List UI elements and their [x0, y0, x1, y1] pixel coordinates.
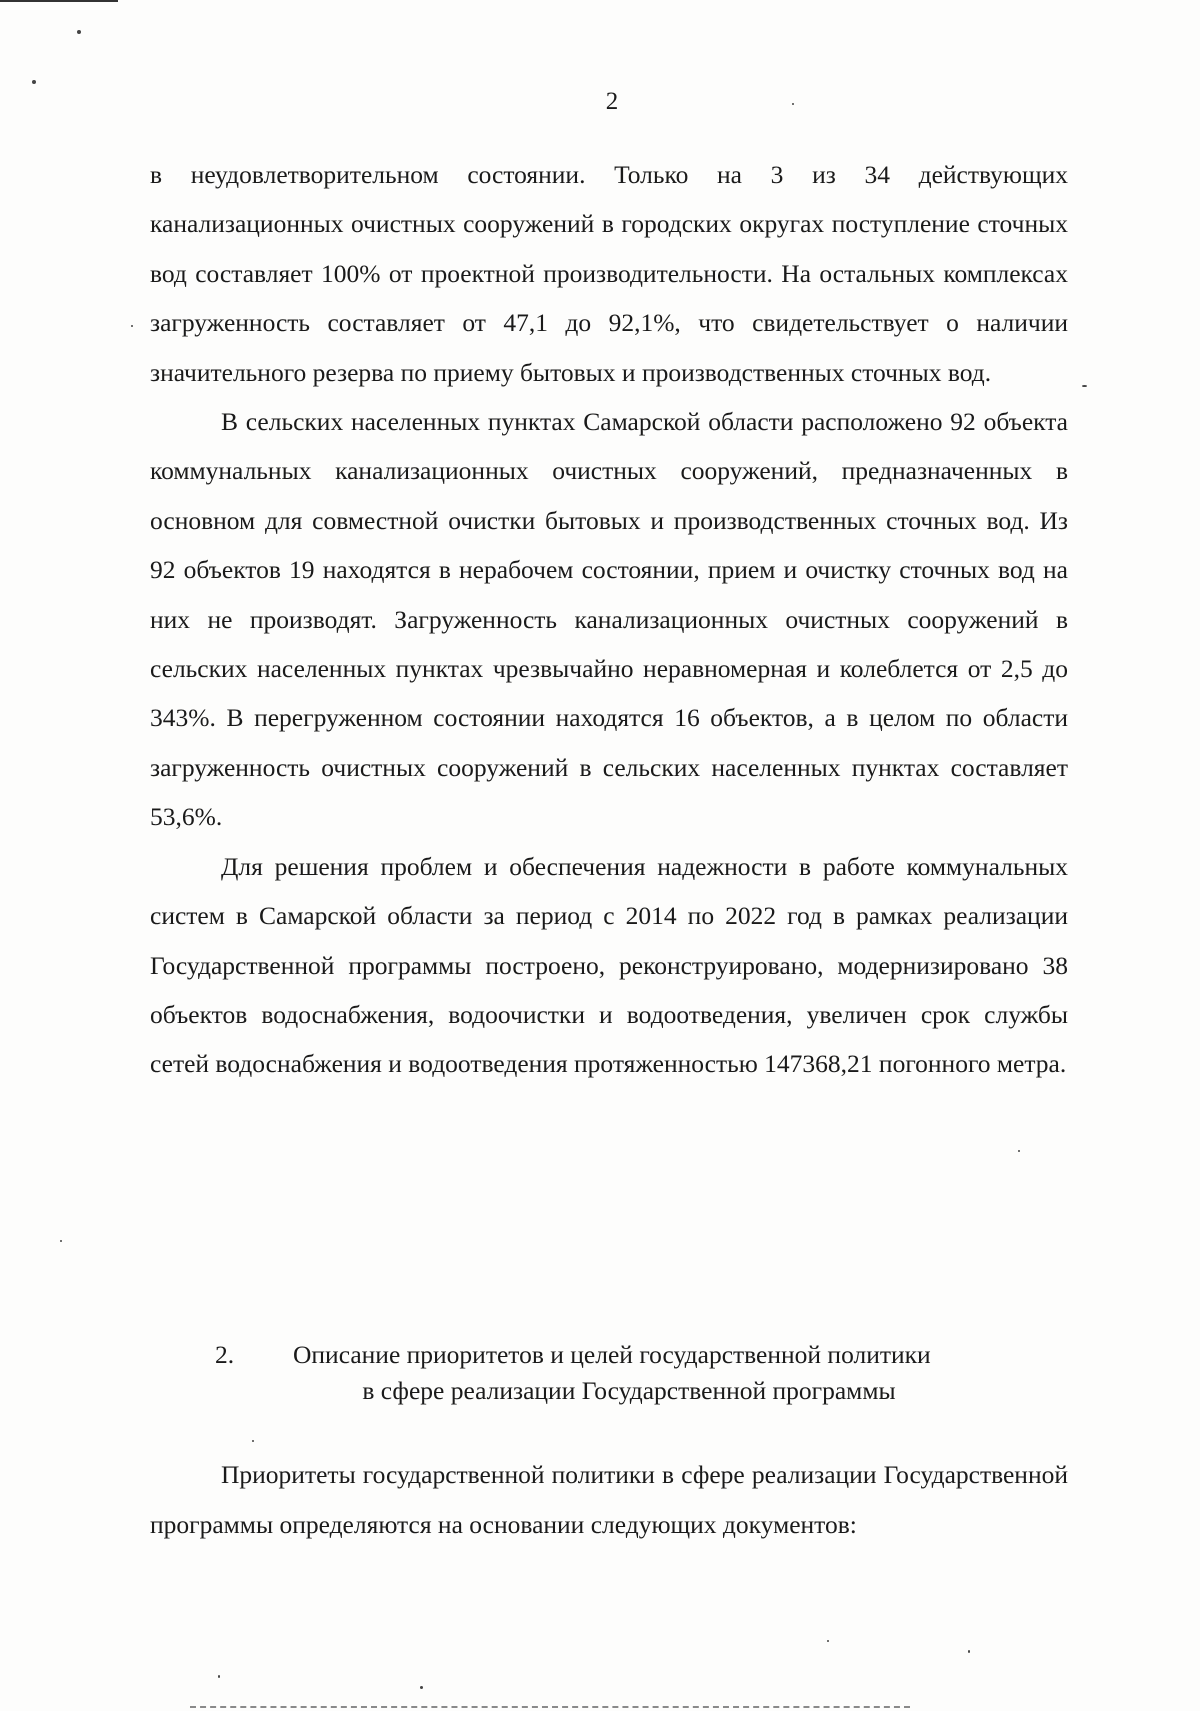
bottom-edge-rule	[190, 1706, 910, 1708]
scan-speck	[218, 1675, 220, 1678]
body-text-section-2	[150, 1450, 1068, 1550]
scan-speck	[1018, 1150, 1020, 1152]
scan-speck	[77, 30, 81, 34]
paragraph-program-results: Для решения проблем и обеспечения надежности в работе коммунальных систем в Самарской области за период с 2014 по 2022 год в рамках реализации Государственной программы построено, реконструировано, модернизировано 38 объектов водоснабжения, водоочистки и водоотведения, увеличен срок службы сетей водоснабжения и водоотведения протяженностью 147368,21 погонного метра.	[150, 851, 1068, 1079]
paragraph-wastewater-city: в неудовлетворительном состоянии. Только на 3 из 34 действующих канализационных очистных сооружений в городских округах поступление сточных вод составляет 100% от проектной производительности. На остальных комплексах загруженность составляет от 47,1 до 92,1%, что свидетельствует о наличии значительного резерва по приему бытовых и производственных сточных вод.	[150, 160, 1068, 387]
paragraph-priorities: Приоритеты государственной политики в сфере реализации Государственной программы определяются на основании следующих документов:	[150, 1460, 1068, 1539]
section-title-line-1: Описание приоритетов и целей государственной политики	[293, 1340, 931, 1369]
scan-speck	[827, 1640, 829, 1642]
scan-speck	[131, 325, 133, 327]
section-title-line-2: в сфере реализации Государственной программы	[362, 1376, 896, 1405]
scan-speck	[32, 80, 36, 84]
section-heading-line-1	[150, 1337, 1068, 1373]
page-number: 2	[605, 88, 619, 115]
scan-speck	[252, 1440, 254, 1442]
body-text	[150, 150, 1068, 1089]
section-heading	[150, 1337, 1068, 1409]
paragraph-wastewater-rural: В сельских населенных пунктах Самарской области расположено 92 объекта коммунальных канализационных очистных сооружений, предназначенных в основном для совместной очистки бытовых и производственных сточных вод. Из 92 объектов 19 находятся в нерабочем состоянии, прием и очистку сточных вод на них не производят. Загруженность канализационных очистных сооружений в сельских населенных пунктах чрезвычайно неравномерная и колеблется от 2,5 до 343%. В перегруженном состоянии находятся 16 объектов, а в целом по области загруженность очистных сооружений в сельских населенных пунктах составляет 53,6%.	[150, 407, 1068, 832]
section-number: 2.	[215, 1340, 235, 1369]
scan-speck	[792, 103, 794, 105]
scan-speck	[1082, 385, 1087, 387]
scan-speck	[60, 1240, 62, 1242]
top-edge-rule	[0, 0, 118, 2]
scan-speck	[420, 1686, 423, 1689]
scan-speck	[968, 1650, 970, 1653]
